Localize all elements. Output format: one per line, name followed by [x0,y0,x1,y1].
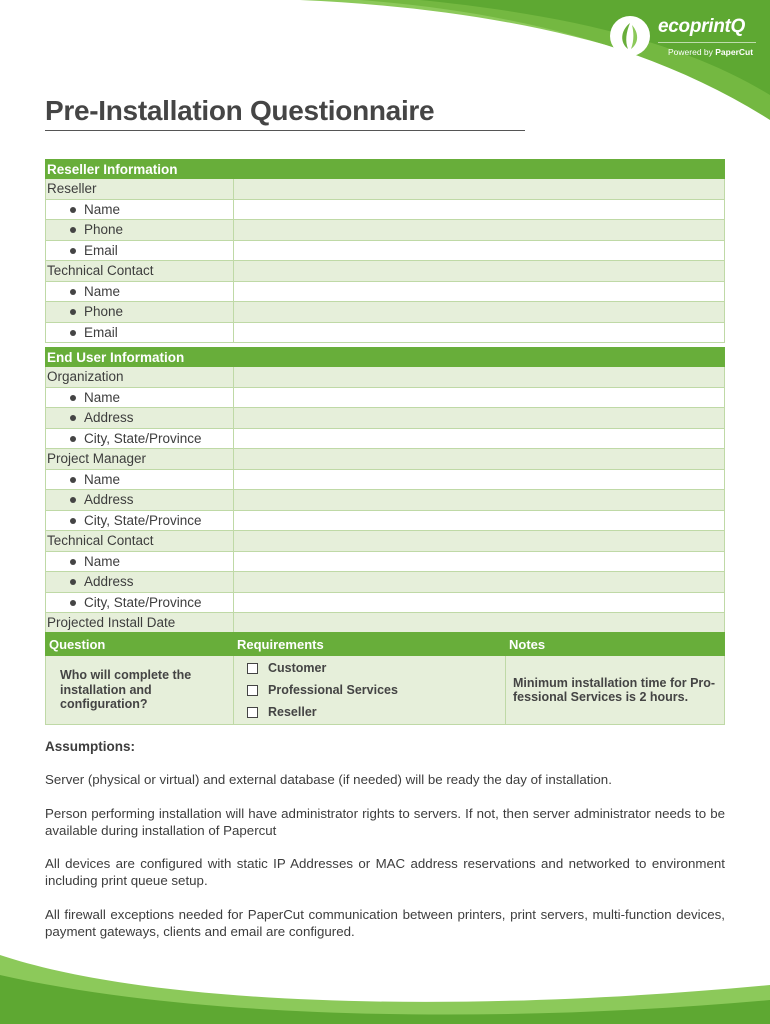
question-text: Who will complete the installation and configuration? [60,668,192,712]
form-row [46,490,725,511]
field-label-cell [46,240,234,261]
field-label: Name [84,389,121,405]
field-label-cell [46,387,234,408]
form-row [46,302,725,323]
field-label-cell [46,220,234,241]
field-label-cell [46,428,234,449]
question-header: Question [46,633,234,656]
option-professional-services-label: Professional Services [268,683,398,697]
field-label: Phone [84,304,124,320]
bullet-icon [70,436,76,442]
enduser-section-header: End User Information [46,348,725,367]
option-reseller[interactable] [235,701,504,723]
bullet-icon [70,559,76,565]
field-label-cell [46,322,234,343]
assumption-item: All devices are configured with static IP Addresses or MAC address reservations and networked to environment including print queue setup. [45,856,725,888]
bullet-icon [70,579,76,585]
form-row [46,387,725,408]
field-label: Address [84,574,134,590]
field-input[interactable] [234,531,725,552]
checkbox-professional-services[interactable] [247,685,258,696]
field-label: Technical Contact [47,263,154,279]
bullet-icon [70,330,76,336]
field-input[interactable] [234,302,725,323]
brand-name: ecoprintQ [658,16,746,37]
field-label: Address [84,410,134,426]
field-label: Name [84,471,121,487]
form-row [46,551,725,572]
field-input[interactable] [234,322,725,343]
form-row [46,240,725,261]
bullet-icon [70,415,76,421]
field-label: Address [84,492,134,508]
form-row [46,367,725,388]
field-input[interactable] [234,551,725,572]
notes-header: Notes [506,633,725,656]
bullet-icon [70,207,76,213]
requirements-header: Requirements [234,633,506,656]
field-label: Name [84,553,121,569]
assumption-item: All firewall exceptions needed for PaperCut communication between printers, print servers, multi-function devices, payment gateways, clients and email are configured. [45,907,725,939]
field-input[interactable] [234,220,725,241]
field-input[interactable] [234,387,725,408]
field-input[interactable] [234,449,725,470]
form-row [46,510,725,531]
assumption-item: Server (physical or virtual) and external database (if needed) will be ready the day of installation. [45,772,612,787]
field-input[interactable] [234,367,725,388]
option-customer-label: Customer [268,661,327,675]
field-label: City, State/Province [84,512,202,528]
ecoprintq-logo [610,14,760,64]
field-input[interactable] [234,613,725,634]
field-label-cell [46,490,234,511]
field-label: Name [84,283,121,299]
field-label-cell [46,199,234,220]
form-row [46,179,725,200]
bullet-icon [70,227,76,233]
field-label-cell [46,367,234,388]
field-label-cell [46,261,234,282]
field-input[interactable] [234,572,725,593]
bullet-icon [70,289,76,295]
field-input[interactable] [234,199,725,220]
field-label: Email [84,242,118,258]
leaf-icon [610,16,650,56]
form-row [46,613,725,634]
field-label: Project Manager [47,451,147,467]
logo-divider [658,42,756,43]
field-label: City, State/Province [84,594,202,610]
brand-tagline [668,47,753,57]
installation-question-table [45,632,725,725]
field-input[interactable] [234,281,725,302]
form-row [46,531,725,552]
form-row [46,592,725,613]
page-title: Pre-Installation Questionnaire [45,95,435,126]
requirements-cell [234,656,506,725]
field-input[interactable] [234,428,725,449]
form-row [46,428,725,449]
reseller-information-table [45,159,725,343]
field-label-cell [46,449,234,470]
bullet-icon [70,497,76,503]
option-professional-services[interactable] [235,679,504,701]
section-header-row [46,160,725,179]
option-customer[interactable] [235,657,504,679]
end-user-information-table [45,347,725,634]
field-input[interactable] [234,179,725,200]
checkbox-customer[interactable] [247,663,258,674]
bullet-icon [70,477,76,483]
field-label: Organization [47,369,124,385]
field-label: Projected Install Date [47,615,176,631]
field-label: Email [84,324,118,340]
field-label-cell [46,469,234,490]
field-label: Technical Contact [47,533,154,549]
field-input[interactable] [234,408,725,429]
title-underline [45,130,525,131]
form-row [46,449,725,470]
notes-cell [506,656,725,725]
form-row [46,408,725,429]
powered-by-text: Powered by [668,47,713,57]
notes-text: Minimum installation time for Pro-fessional Services is 2 hours. [513,675,716,704]
footer-swoosh [0,925,770,1024]
assumptions-heading: Assumptions: [45,739,136,754]
bullet-icon [70,309,76,315]
option-reseller-label: Reseller [268,705,317,719]
field-label: City, State/Province [84,430,202,446]
form-row [46,572,725,593]
bullet-icon [70,600,76,606]
bullet-icon [70,248,76,254]
field-label-cell [46,572,234,593]
form-row [46,469,725,490]
field-input[interactable] [234,592,725,613]
bullet-icon [70,518,76,524]
form-row [46,281,725,302]
field-input[interactable] [234,490,725,511]
assumption-item: Person performing installation will have administrator rights to servers. If not, then server administrator needs to be available during installation of Papercut [45,806,725,838]
question-header-row [46,633,725,656]
form-row [46,199,725,220]
field-label-cell [46,179,234,200]
form-row [46,322,725,343]
field-label-cell [46,531,234,552]
checkbox-reseller[interactable] [247,707,258,718]
partner-name: PaperCut [715,47,754,57]
field-input[interactable] [234,261,725,282]
field-label-cell [46,408,234,429]
field-label: Reseller [47,181,97,197]
field-label-cell [46,281,234,302]
field-label-cell [46,551,234,572]
field-label-cell [46,302,234,323]
field-label: Name [84,201,121,217]
bullet-icon [70,395,76,401]
field-label: Phone [84,222,124,238]
question-row [46,656,725,725]
field-label-cell [46,613,234,634]
question-cell [46,656,234,725]
field-input[interactable] [234,510,725,531]
field-input[interactable] [234,469,725,490]
form-row [46,220,725,241]
section-header-row [46,348,725,367]
reseller-section-header: Reseller Information [46,160,725,179]
field-label-cell [46,510,234,531]
field-input[interactable] [234,240,725,261]
form-row [46,261,725,282]
field-label-cell [46,592,234,613]
